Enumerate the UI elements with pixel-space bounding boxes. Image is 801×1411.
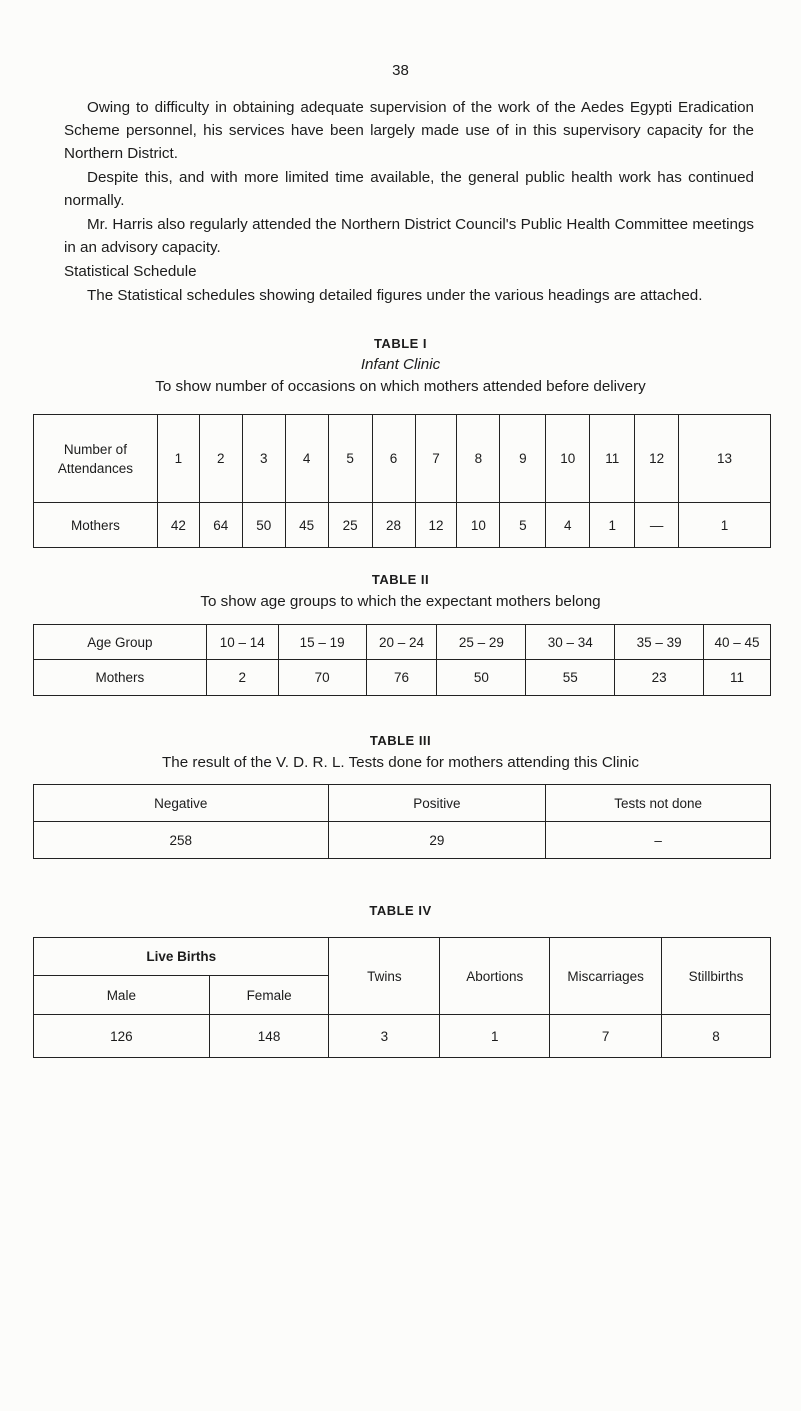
table3-value-positive: 29 (328, 822, 546, 859)
table4-value-female: 148 (209, 1015, 329, 1058)
table1-attendance-2: 2 (199, 415, 242, 503)
table1-mothers-6: 28 (372, 503, 415, 548)
table3-value-row (34, 822, 771, 859)
table1-mothers-12: — (635, 503, 679, 548)
table1-attendance-4: 4 (285, 415, 328, 503)
table1-mothers-11: 1 (590, 503, 635, 548)
table2-age-group-7: 40 – 45 (704, 625, 771, 660)
paragraph-public-health: Despite this, and with more limited time available, the general public health work has continued normally. (64, 169, 754, 209)
table1-mothers-10: 4 (546, 503, 590, 548)
section-text: The Statistical schedules showing detailed figures under the various headings are attached. (87, 287, 703, 304)
table1-mothers-13: 1 (679, 503, 771, 548)
table2-age-group-2: 15 – 19 (278, 625, 366, 660)
table1-mothers-8: 10 (457, 503, 500, 548)
table2-mothers-7: 11 (704, 660, 771, 696)
table3-header-negative: Negative (34, 785, 329, 822)
table4-header-stillbirths: Stillbirths (662, 938, 771, 1015)
table1-caption: To show number of occasions on which mothers attended before delivery (155, 378, 646, 395)
table1-row-header-attendances: Number of Attendances (34, 415, 158, 503)
table2-mothers-6: 23 (615, 660, 704, 696)
table1-title: TABLE I (373, 336, 428, 351)
table1-mothers-1: 42 (157, 503, 199, 548)
table1-mothers-2: 64 (199, 503, 242, 548)
table3-header-positive: Positive (328, 785, 546, 822)
table4-value-male: 126 (34, 1015, 210, 1058)
table1-mothers-7: 12 (415, 503, 457, 548)
table4-header-male: Male (34, 976, 210, 1015)
table2-mothers-5: 55 (526, 660, 615, 696)
table1-attendance-3: 3 (242, 415, 285, 503)
table2-mothers-2: 70 (278, 660, 366, 696)
table4-value-abortions: 1 (440, 1015, 550, 1058)
table2-row-header-age: Age Group (34, 625, 207, 660)
section-heading: Statistical Schedule (64, 263, 197, 280)
table1-row-header-mothers: Mothers (34, 503, 158, 548)
table3-caption: The result of the V. D. R. L. Tests done for mothers attending this Clinic (162, 754, 639, 771)
table3-value-not-done: – (546, 822, 771, 859)
table4-header-live-births: Live Births (34, 938, 329, 976)
paragraph-supervision: Owing to difficulty in obtaining adequate supervision of the work of the Aedes Egypti Eradication Scheme personnel, his services have been largely made use of in this supervisory capacity for the Northern District. (64, 99, 754, 162)
table3-header-row (34, 785, 771, 822)
table2-row-header-mothers: Mothers (34, 660, 207, 696)
table1-mothers-5: 25 (328, 503, 372, 548)
table4-value-miscarriages: 7 (550, 1015, 662, 1058)
table2-title: TABLE II (371, 572, 430, 587)
table2-age-group-5: 30 – 34 (526, 625, 615, 660)
table4-title: TABLE IV (369, 903, 432, 918)
page-number: 38 (392, 62, 409, 79)
table4-value-twins: 3 (329, 1015, 440, 1058)
paragraph-committee: Mr. Harris also regularly attended the Northern District Council's Public Health Committee meetings in an advisory capacity. (64, 216, 754, 256)
table1-mothers-9: 5 (500, 503, 546, 548)
table4-births (33, 937, 771, 1058)
table1-attendance-11: 11 (590, 415, 635, 503)
table2-mothers-1: 2 (206, 660, 278, 696)
table2-age-group-1: 10 – 14 (206, 625, 278, 660)
table2-mothers-3: 76 (366, 660, 437, 696)
table2-age-group-6: 35 – 39 (615, 625, 704, 660)
table1-mothers-4: 45 (285, 503, 328, 548)
table4-header-twins: Twins (329, 938, 440, 1015)
table1-attendance-8: 8 (457, 415, 500, 503)
table1-attendance-12: 12 (635, 415, 679, 503)
table2-age-groups (33, 624, 771, 696)
table4-header-miscarriages: Miscarriages (550, 938, 662, 1015)
table4-value-stillbirths: 8 (662, 1015, 771, 1058)
table1-mothers-row (34, 503, 771, 548)
table4-header-female: Female (209, 976, 329, 1015)
table4-header-row-1 (34, 938, 771, 976)
table3-value-negative: 258 (34, 822, 329, 859)
table1-header-row (34, 415, 771, 503)
table2-age-group-3: 20 – 24 (366, 625, 437, 660)
table3-vdrl (33, 784, 771, 859)
table1-attendance-6: 6 (372, 415, 415, 503)
table1-attendance-9: 9 (500, 415, 546, 503)
table2-mothers-4: 50 (437, 660, 526, 696)
table2-header-row (34, 625, 771, 660)
table2-age-group-4: 25 – 29 (437, 625, 526, 660)
table1-attendance-1: 1 (157, 415, 199, 503)
table2-mothers-row (34, 660, 771, 696)
table1-mothers-3: 50 (242, 503, 285, 548)
table4-value-row (34, 1015, 771, 1058)
table1-attendance-13: 13 (679, 415, 771, 503)
table4-header-abortions: Abortions (440, 938, 550, 1015)
table1-attendances (33, 414, 771, 548)
table1-attendance-10: 10 (546, 415, 590, 503)
table3-header-not-done: Tests not done (546, 785, 771, 822)
table3-title: TABLE III (369, 733, 432, 748)
table1-attendance-7: 7 (415, 415, 457, 503)
table2-caption: To show age groups to which the expectant mothers belong (200, 593, 601, 610)
table1-attendance-5: 5 (328, 415, 372, 503)
table1-subtitle: Infant Clinic (360, 356, 441, 373)
